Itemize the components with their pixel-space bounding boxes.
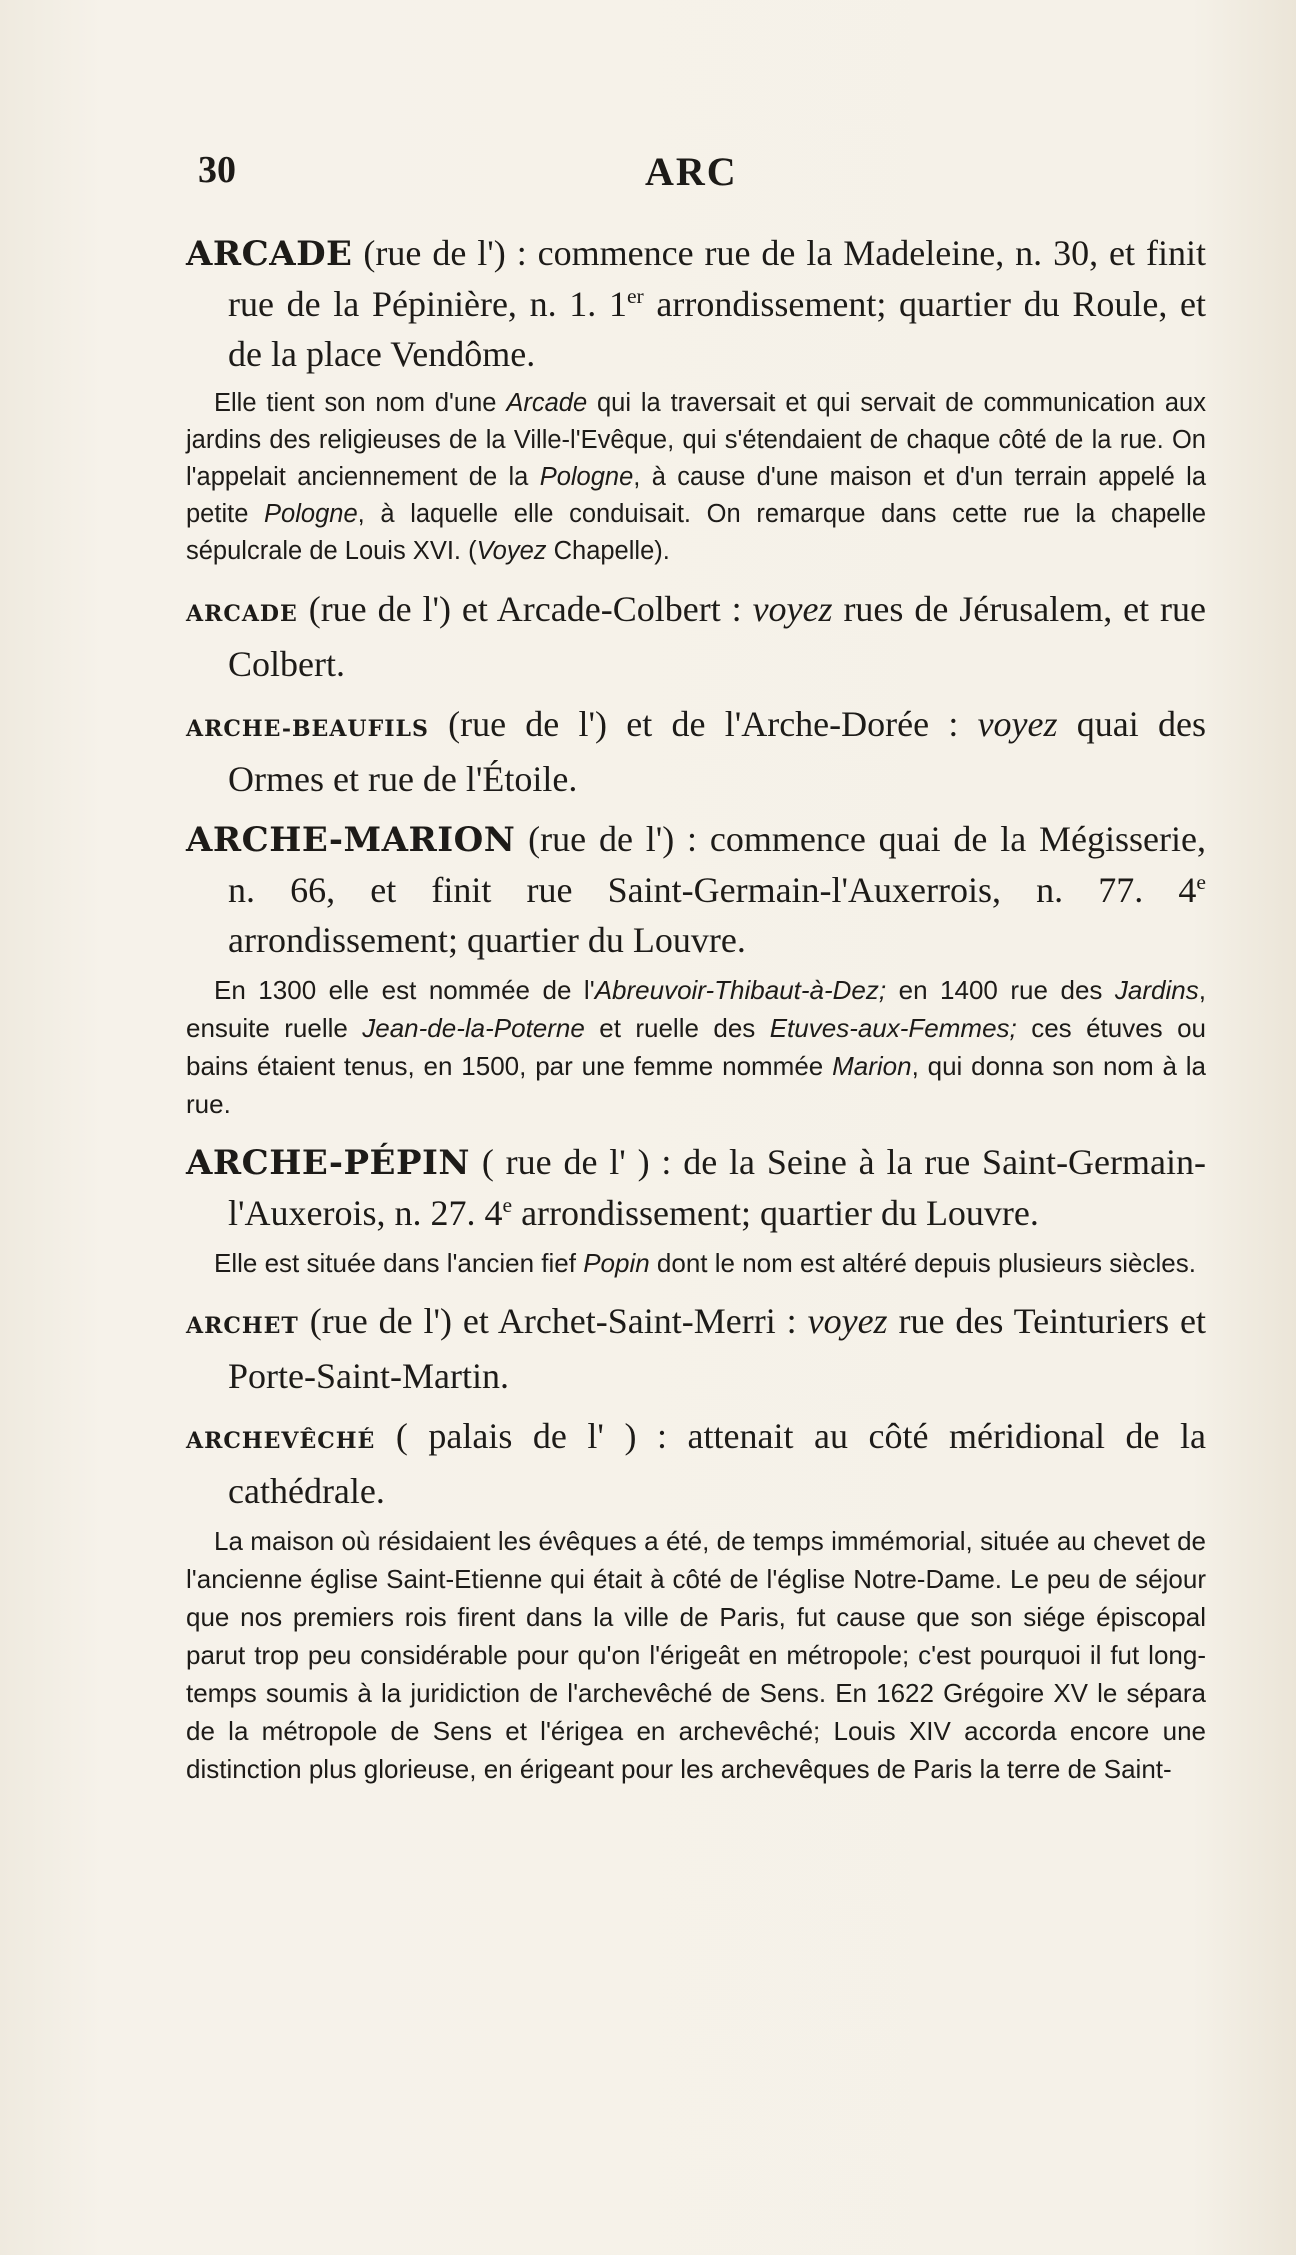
entry-main-text: ARCHE-MARION (rue de l') : commence quai de la Mégisserie, n. 66, et finit rue Saint-Germain-l'Auxerrois, n. 77. 4e arrondissement; quartier du Louvre. xyxy=(186,819,1206,960)
dictionary-content xyxy=(186,228,1206,1802)
headword: ARCHE-PÉPIN xyxy=(186,1143,471,1183)
entry-arche-pepin xyxy=(186,1137,1206,1282)
entry-archeveche xyxy=(186,1411,1206,1788)
entry-arcade-colbert xyxy=(186,584,1206,689)
entry-arche-beaufils xyxy=(186,699,1206,804)
headword: ARCHEVÊCHÉ xyxy=(186,1428,376,1454)
headword: ARCHE-BEAUFILS xyxy=(186,716,429,742)
entry-note: En 1300 elle est nommée de l'Abreuvoir-Thibaut-à-Dez; en 1400 rue des Jardins, ensuite ruelle Jean-de-la-Poterne et ruelle des Etuves-aux-Femmes; ces étuves ou bains étaient tenus, en 1500, par une femme nommée Marion, qui donna son nom à la rue. xyxy=(186,975,1207,1119)
entry-note: La maison où résidaient les évêques a été, de temps immémorial, située au chevet de l'ancienne église Saint-Etienne qui était à côté de l'église Notre-Dame. Le peu de séjour que nos premiers rois firent dans la ville de Paris, fut cause que son siége épiscopal parut trop peu considérable pour qu'on l'érigeât en métropole; c'est pourquoi il fut long-temps soumis à la juridiction de l'archevêché de Sens. En 1622 Grégoire XV le sépara de la métropole de Sens et l'érigea en archevêché; Louis XIV accorda encore une distinction plus glorieuse, en érigeant pour les archevêques de Paris la terre de Saint- xyxy=(186,1526,1206,1784)
entry-main-text: ARCHET (rue de l') et Archet-Saint-Merri : voyez rue des Teinturiers et Porte-Saint-Martin. xyxy=(186,1301,1206,1396)
headword: ARCHE-MARION xyxy=(186,820,516,860)
entry-note: Elle est située dans l'ancien fief Popin dont le nom est altéré depuis plusieurs siècles. xyxy=(214,1248,1196,1278)
entry-main-text: ARCHE-PÉPIN ( rue de l' ) : de la Seine à la rue Saint-Germain-l'Auxerois, n. 27. 4e arrondissement; quartier du Louvre. xyxy=(186,1142,1206,1233)
entry-archet xyxy=(186,1296,1206,1401)
page-number: 30 xyxy=(198,149,236,191)
entry-main-text: ARCADE (rue de l') et Arcade-Colbert : voyez rues de Jérusalem, et rue Colbert. xyxy=(186,589,1206,684)
entry-arcade xyxy=(186,228,1206,570)
entry-main-text: ARCHE-BEAUFILS (rue de l') et de l'Arche-Dorée : voyez quai des Ormes et rue de l'Étoile. xyxy=(186,704,1206,799)
entry-main-text: ARCHEVÊCHÉ ( palais de l' ) : attenait au côté méridional de la cathédrale. xyxy=(186,1416,1206,1511)
running-head: ARC xyxy=(645,149,738,194)
entry-note: Elle tient son nom d'une Arcade qui la traversait et qui servait de communication aux jardins des religieuses de la Ville-l'Evêque, qui s'étendaient de chaque côté de la rue. On l'appelait anciennement de la Pologne, à cause d'une maison et d'un terrain appelé la petite Pologne, à laquelle elle conduisait. On remarque dans cette rue la chapelle sépulcrale de Louis XVI. (Voyez Chapelle). xyxy=(186,389,1207,565)
headword: ARCADE xyxy=(186,234,353,274)
headword: ARCADE xyxy=(186,601,298,627)
entry-main-text: ARCADE (rue de l') : commence rue de la Madeleine, n. 30, et finit rue de la Pépinière, n. 1. 1er arrondissement; quartier du Roule, et de la place Vendôme. xyxy=(186,233,1207,374)
page-header xyxy=(198,148,1098,198)
entry-arche-marion xyxy=(186,814,1206,1123)
headword: ARCHET xyxy=(186,1313,299,1339)
